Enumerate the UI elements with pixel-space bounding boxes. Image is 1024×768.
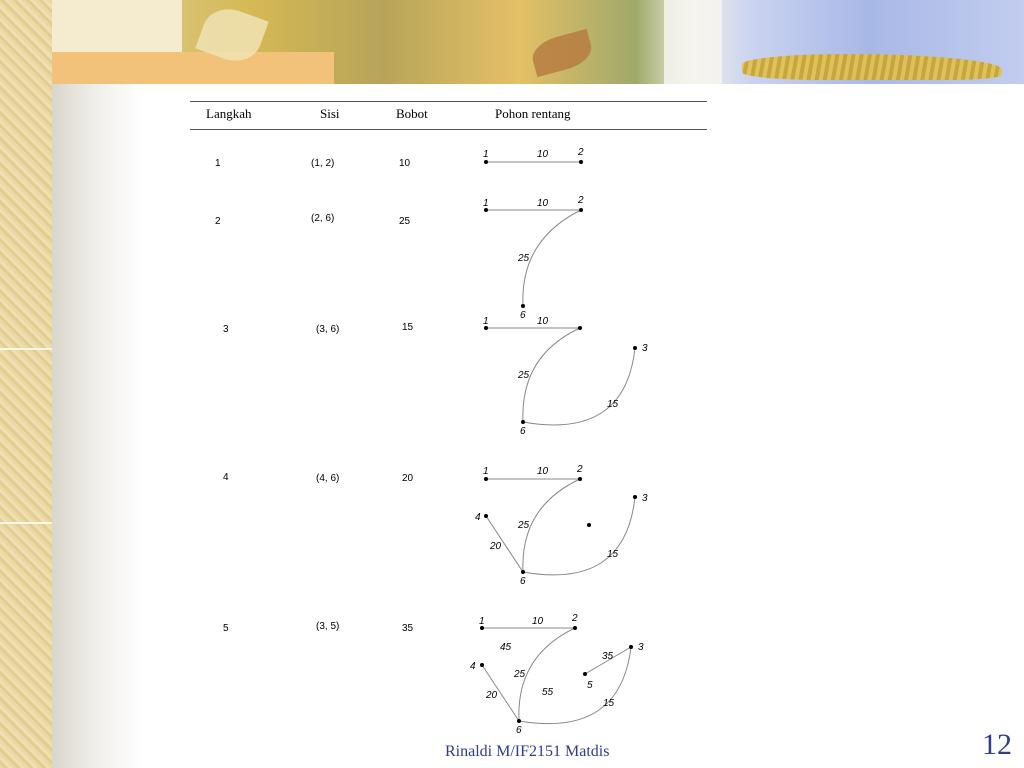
edge-weight-label: 10 — [537, 198, 549, 209]
cell-edge: (1, 2) — [311, 158, 335, 169]
header-sisi: Sisi — [320, 106, 340, 121]
vertex-label: 1 — [479, 616, 485, 627]
vertex-label: 5 — [587, 680, 593, 691]
cell-edge: (2, 6) — [311, 213, 335, 224]
graph-edge — [523, 479, 580, 572]
graph-vertex — [521, 420, 525, 424]
vertex-label: 1 — [483, 149, 489, 160]
graph-edge — [519, 628, 575, 721]
vertex-label: 1 — [483, 466, 489, 477]
edge-weight-label: 25 — [514, 669, 526, 680]
edge-weight-label: 35 — [602, 651, 614, 662]
page-number: 12 — [982, 728, 1012, 761]
vertex-label: 4 — [475, 512, 481, 523]
edge-weight-label: 10 — [532, 616, 544, 627]
edge-weight-label: 20 — [490, 541, 502, 552]
cell-edge: (3, 6) — [316, 324, 340, 335]
header-langkah: Langkah — [206, 106, 252, 121]
graph-step-4 — [475, 464, 648, 587]
vertex-label: 2 — [572, 613, 578, 624]
edge-weight-label: 20 — [486, 690, 498, 701]
cell-step: 3 — [223, 324, 229, 335]
graph-vertex — [629, 645, 633, 649]
vertex-label: 6 — [520, 310, 526, 321]
edge-weight-label: 10 — [537, 316, 549, 327]
graph-vertex — [578, 326, 582, 330]
cell-step: 1 — [215, 158, 221, 169]
footer-credit: Rinaldi M/IF2151 Matdis — [445, 743, 610, 760]
graph-vertex — [521, 570, 525, 574]
vertex-label: 2 — [577, 464, 583, 475]
edge-weight-label: 25 — [518, 253, 530, 264]
cell-weight: 35 — [402, 623, 414, 634]
graph-edge — [523, 328, 580, 422]
vertex-label: 6 — [516, 725, 522, 736]
vertex-label: 6 — [520, 426, 526, 437]
cell-step: 5 — [223, 623, 229, 634]
graph-vertex — [579, 160, 583, 164]
vertex-label: 2 — [578, 195, 584, 206]
header-pohon-rentang: Pohon rentang — [495, 106, 571, 121]
edge-weight-label: 15 — [607, 549, 619, 560]
graph-edge — [523, 210, 581, 306]
graph-edge — [523, 497, 635, 575]
edge-weight-label: 10 — [537, 149, 549, 160]
edge-weight-label: 15 — [603, 698, 615, 709]
graph-vertex — [578, 477, 582, 481]
cell-weight: 25 — [399, 216, 411, 227]
edge-weight-label: 25 — [518, 370, 530, 381]
graph-vertex — [484, 477, 488, 481]
graph-vertex — [583, 672, 587, 676]
graph-vertex — [633, 346, 637, 350]
header-bobot: Bobot — [396, 106, 428, 121]
vertex-label: 3 — [638, 642, 644, 653]
graph-step-3 — [483, 316, 648, 437]
cell-edge: (4, 6) — [316, 473, 340, 484]
edge-weight-label: 55 — [542, 687, 554, 698]
graph-vertex — [484, 160, 488, 164]
graph-vertex — [573, 626, 577, 630]
cell-weight: 10 — [399, 158, 411, 169]
graph-vertex — [521, 304, 525, 308]
vertex-label: 4 — [470, 661, 476, 672]
cell-step: 2 — [215, 216, 221, 227]
graph-vertex — [579, 208, 583, 212]
cell-weight: 15 — [402, 322, 414, 333]
vertex-label: 2 — [578, 147, 584, 158]
graph-vertex — [633, 495, 637, 499]
graph-step-2 — [483, 195, 584, 321]
cell-step: 4 — [223, 472, 229, 483]
graph-vertex — [517, 719, 521, 723]
vertex-label: 3 — [642, 493, 648, 504]
vertex-label: 3 — [642, 343, 648, 354]
edge-weight-label: 45 — [500, 642, 512, 653]
cell-weight: 20 — [402, 473, 414, 484]
edge-weight-label: 10 — [537, 466, 549, 477]
graph-step-5 — [470, 613, 644, 736]
vertex-label: 6 — [520, 576, 526, 587]
graph-vertex — [484, 514, 488, 518]
vertex-label: 1 — [483, 316, 489, 327]
vertex-label: 1 — [483, 198, 489, 209]
edge-weight-label: 25 — [518, 520, 530, 531]
cell-edge: (3, 5) — [316, 621, 340, 632]
edge-weight-label: 15 — [607, 399, 619, 410]
graph-vertex — [587, 523, 591, 527]
graph-vertex — [480, 663, 484, 667]
graph-step-1 — [483, 147, 584, 164]
